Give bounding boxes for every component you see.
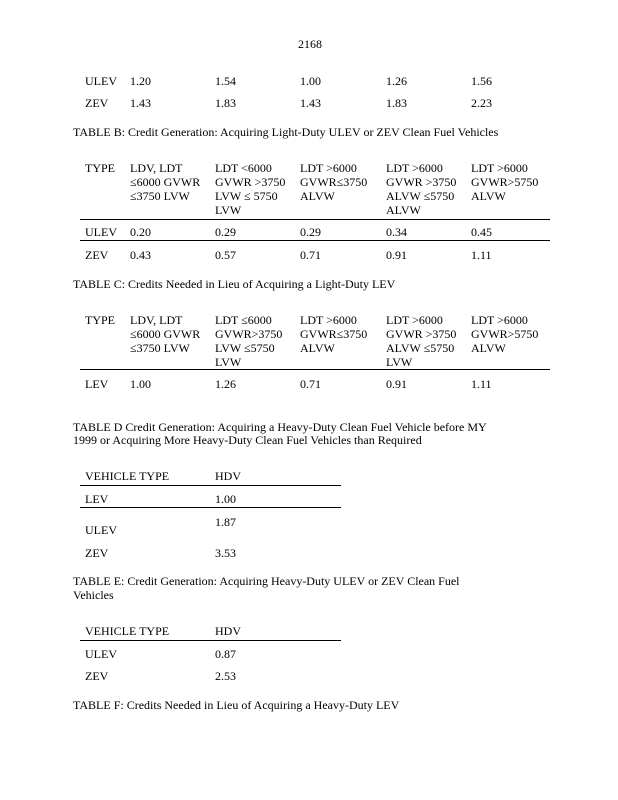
column-header: HDV xyxy=(215,624,241,638)
row-type: LEV xyxy=(85,377,109,391)
cell-value: 1.54 xyxy=(215,74,236,88)
cell-value: 0.71 xyxy=(300,248,321,262)
row-type: LEV xyxy=(85,492,109,506)
column-header: LDT >6000 GVWR≤3750 ALVW xyxy=(300,313,368,355)
cell-value: 1.87 xyxy=(215,515,236,529)
column-header: LDT >6000 GVWR>5750 ALVW xyxy=(471,161,539,203)
row-type: ULEV xyxy=(85,74,117,88)
cell-value: 1.20 xyxy=(130,74,151,88)
cell-value: 0.29 xyxy=(215,225,236,239)
table-e-caption-line2: Vehicles xyxy=(73,588,114,602)
cell-value: 0.71 xyxy=(300,377,321,391)
cell-value: 0.34 xyxy=(386,225,407,239)
row-type: ULEV xyxy=(85,523,117,537)
cell-value: 0.57 xyxy=(215,248,236,262)
column-header: VEHICLE TYPE xyxy=(85,624,170,638)
cell-value: 1.43 xyxy=(300,96,321,110)
table-divider xyxy=(80,640,341,641)
cell-value: 1.83 xyxy=(215,96,236,110)
column-header: LDT >6000 GVWR>5750 ALVW xyxy=(471,313,539,355)
cell-value: 0.91 xyxy=(386,248,407,262)
cell-value: 0.20 xyxy=(130,225,151,239)
cell-value: 1.56 xyxy=(471,74,492,88)
cell-value: 1.00 xyxy=(215,492,236,506)
cell-value: 0.29 xyxy=(300,225,321,239)
column-header: LDT <6000 GVWR >3750 LVW ≤ 5750 LVW xyxy=(215,161,286,217)
column-header: LDV, LDT ≤6000 GVWR ≤3750 LVW xyxy=(130,161,201,203)
cell-value: 1.11 xyxy=(471,377,492,391)
cell-value: 0.45 xyxy=(471,225,492,239)
table-e-caption-line1: TABLE E: Credit Generation: Acquiring Heavy-Duty ULEV or ZEV Clean Fuel xyxy=(73,574,460,588)
cell-value: 0.91 xyxy=(386,377,407,391)
table-divider xyxy=(80,369,550,370)
cell-value: 1.26 xyxy=(386,74,407,88)
table-divider xyxy=(80,485,341,486)
cell-value: 1.83 xyxy=(386,96,407,110)
table-f-caption: TABLE F: Credits Needed in Lieu of Acquiring a Heavy-Duty LEV xyxy=(73,698,400,712)
table-d-caption-line1: TABLE D Credit Generation: Acquiring a Heavy-Duty Clean Fuel Vehicle before MY xyxy=(73,420,487,434)
row-type: ZEV xyxy=(85,546,109,560)
table-divider xyxy=(80,240,550,241)
cell-value: 1.43 xyxy=(130,96,151,110)
column-header: LDT >6000 GVWR >3750 ALVW ≤5750 ALVW xyxy=(386,161,457,217)
row-type: ZEV xyxy=(85,96,109,110)
row-type: ZEV xyxy=(85,248,109,262)
cell-value: 1.00 xyxy=(130,377,151,391)
column-header: LDV, LDT ≤6000 GVWR ≤3750 LVW xyxy=(130,313,201,355)
column-header: LDT >6000 GVWR >3750 ALVW ≤5750 LVW xyxy=(386,313,457,369)
cell-value: 3.53 xyxy=(215,546,236,560)
page-number: 2168 xyxy=(298,37,322,51)
column-header: LDT ≤6000 GVWR>3750 LVW ≤5750 LVW xyxy=(215,313,283,369)
row-type: ULEV xyxy=(85,225,117,239)
table-d-caption-line2: 1999 or Acquiring More Heavy-Duty Clean Fuel Vehicles than Required xyxy=(73,433,422,447)
column-header: TYPE xyxy=(85,313,115,327)
table-divider xyxy=(80,219,550,220)
cell-value: 2.23 xyxy=(471,96,492,110)
cell-value: 0.43 xyxy=(130,248,151,262)
column-header: HDV xyxy=(215,469,241,483)
row-type: ZEV xyxy=(85,669,109,683)
table-b-caption: TABLE B: Credit Generation: Acquiring Light-Duty ULEV or ZEV Clean Fuel Vehicles xyxy=(73,125,499,139)
column-header: TYPE xyxy=(85,161,115,175)
column-header: LDT >6000 GVWR≤3750 ALVW xyxy=(300,161,368,203)
cell-value: 1.00 xyxy=(300,74,321,88)
column-header: VEHICLE TYPE xyxy=(85,469,170,483)
row-type: ULEV xyxy=(85,647,117,661)
cell-value: 2.53 xyxy=(215,669,236,683)
table-divider xyxy=(80,507,341,508)
cell-value: 1.11 xyxy=(471,248,492,262)
cell-value: 0.87 xyxy=(215,647,236,661)
cell-value: 1.26 xyxy=(215,377,236,391)
table-c-caption: TABLE C: Credits Needed in Lieu of Acquiring a Light-Duty LEV xyxy=(73,277,396,291)
